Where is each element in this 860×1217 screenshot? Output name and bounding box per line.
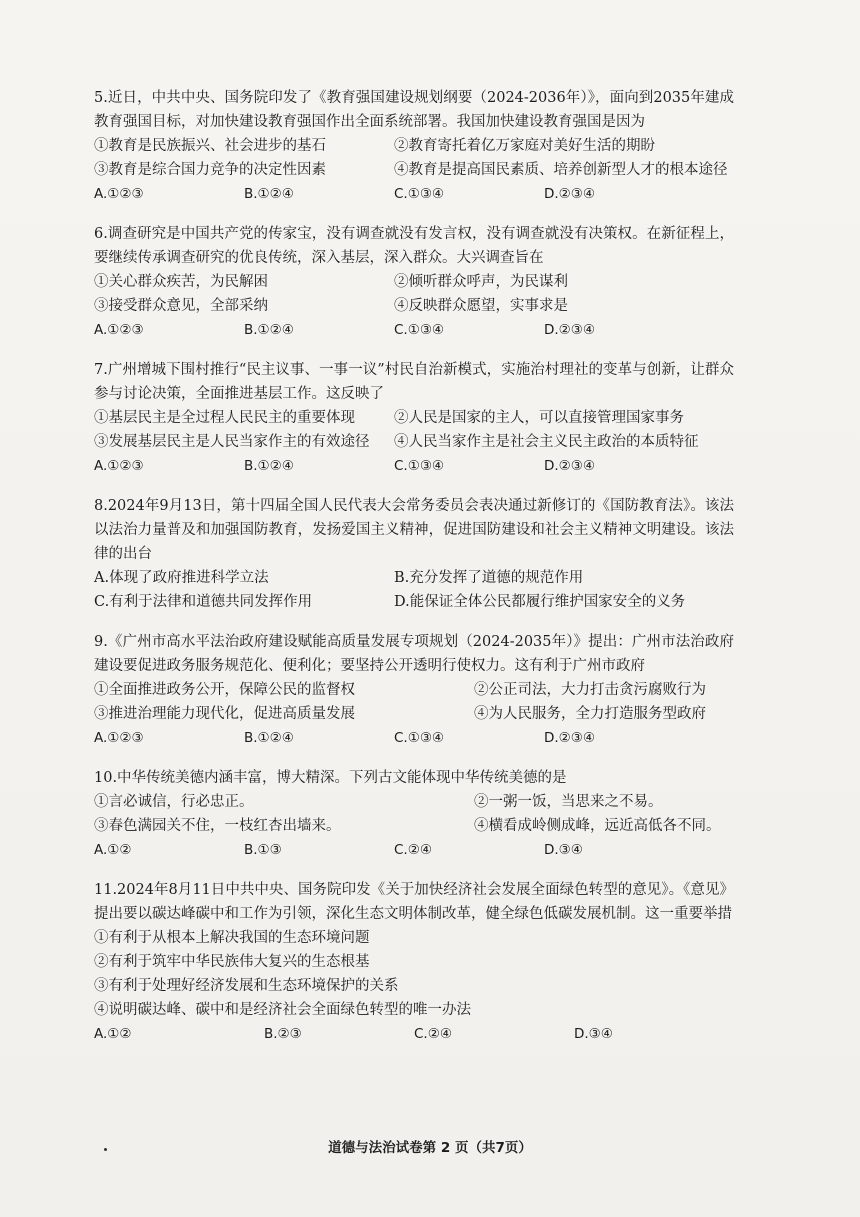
option-d: D.②③④	[544, 730, 595, 746]
option-b: B.①②④	[244, 458, 294, 474]
statement-1: ①基层民主是全过程人民民主的重要体现	[94, 410, 355, 426]
option-c: C.①③④	[394, 730, 445, 746]
option-a: A.①②	[94, 1026, 132, 1042]
option-c: C.①③④	[394, 458, 445, 474]
option-c: C.②④	[414, 1026, 452, 1042]
statement-4: ④教育是提高国民素质、培养创新型人才的根本途径	[394, 162, 728, 178]
question-6	[94, 222, 734, 342]
question-9	[94, 630, 734, 750]
option-d: D.②③④	[544, 322, 595, 338]
option-d: D.能保证全体公民都履行维护国家安全的义务	[394, 594, 686, 610]
question-stem: 8.2024年9月13日，第十四届全国人民代表大会常务委员会表决通过新修订的《国防教育法》。该法以法治力量普及和加强国防教育，发扬爱国主义精神，促进国防建设和社会主义精神文明建设。该法律的出台	[94, 498, 734, 562]
option-a: A.①②③	[94, 322, 144, 338]
statement-1: ①关心群众疾苦，为民解困	[94, 274, 268, 290]
question-stem: 6.调查研究是中国共产党的传家宝，没有调查就没有发言权，没有调查就没有决策权。在新征程上，要继续传承调查研究的优良传统，深入基层，深入群众。大兴调查旨在	[94, 226, 734, 266]
statement-3: ③有利于处理好经济发展和生态环境保护的关系	[94, 978, 399, 994]
option-b: B.充分发挥了道德的规范作用	[394, 570, 584, 586]
option-a: A.①②③	[94, 186, 144, 202]
questions-area	[94, 86, 734, 1062]
question-5	[94, 86, 734, 206]
option-a: A.体现了政府推进科学立法	[94, 570, 269, 586]
statement-3: ③接受群众意见，全部采纳	[94, 298, 268, 314]
option-b: B.①②④	[244, 730, 294, 746]
statement-2: ②有利于筑牢中华民族伟大复兴的生态根基	[94, 954, 370, 970]
statement-4: ④人民当家作主是社会主义民主政治的本质特征	[394, 434, 699, 450]
statement-2: ②一粥一饭，当思来之不易。	[474, 794, 663, 810]
statement-2: ②教育寄托着亿万家庭对美好生活的期盼	[394, 138, 655, 154]
question-stem: 7.广州增城下围村推行“民主议事、一事一议”村民自治新模式，实施治村理社的变革与创新，让群众参与讨论决策，全面推进基层工作。这反映了	[94, 362, 734, 402]
statement-4: ④反映群众愿望，实事求是	[394, 298, 568, 314]
option-a: A.①②③	[94, 458, 144, 474]
option-d: D.③④	[574, 1026, 613, 1042]
question-7	[94, 358, 734, 478]
statement-2: ②倾听群众呼声，为民谋利	[394, 274, 568, 290]
statement-3: ③推进治理能力现代化，促进高质量发展	[94, 706, 355, 722]
statement-3: ③春色满园关不住，一枝红杏出墙来。	[94, 818, 341, 834]
statement-1: ①言必诚信，行必忠正。	[94, 794, 254, 810]
option-b: B.①②④	[244, 186, 294, 202]
option-a: A.①②③	[94, 730, 144, 746]
question-stem: 10.中华传统美德内涵丰富，博大精深。下列古文能体现中华传统美德的是	[94, 770, 567, 786]
statement-3: ③发展基层民主是人民当家作主的有效途径	[94, 434, 370, 450]
option-c: C.有利于法律和道德共同发挥作用	[94, 594, 313, 610]
question-stem: 9.《广州市高水平法治政府建设赋能高质量发展专项规划（2024-2035年）》提出：广州市法治政府建设要促进政务服务规范化、便利化；要坚持公开透明行使权力。这有利于广州市政府	[94, 634, 734, 674]
statement-1: ①教育是民族振兴、社会进步的基石	[94, 138, 326, 154]
question-10	[94, 766, 734, 862]
statement-2: ②人民是国家的主人，可以直接管理国家事务	[394, 410, 684, 426]
option-a: A.①②	[94, 842, 132, 858]
option-b: B.②③	[264, 1026, 302, 1042]
statement-1: ①有利于从根本上解决我国的生态环境问题	[94, 930, 370, 946]
option-c: C.①③④	[394, 322, 445, 338]
question-11	[94, 878, 734, 1046]
statement-1: ①全面推进政务公开，保障公民的监督权	[94, 682, 355, 698]
statement-4: ④为人民服务，全力打造服务型政府	[474, 706, 706, 722]
question-8	[94, 494, 734, 614]
statement-3: ③教育是综合国力竞争的决定性因素	[94, 162, 326, 178]
statement-2: ②公正司法，大力打击贪污腐败行为	[474, 682, 706, 698]
statement-4: ④说明碳达峰、碳中和是经济社会全面绿色转型的唯一办法	[94, 1002, 471, 1018]
question-stem: 11.2024年8月11日中共中央、国务院印发《关于加快经济社会发展全面绿色转型的意见》。《意见》提出要以碳达峰碳中和工作为引领，深化生态文明体制改革，健全绿色低碳发展机制。这一重要举措	[94, 882, 734, 922]
question-stem: 5.近日，中共中央、国务院印发了《教育强国建设规划纲要（2024-2036年）》，面向到2035年建成教育强国目标，对加快建设教育强国作出全面系统部署。我国加快建设教育强国是因为	[94, 90, 734, 130]
option-c: C.①③④	[394, 186, 445, 202]
option-d: D.②③④	[544, 186, 595, 202]
option-d: D.②③④	[544, 458, 595, 474]
option-b: B.①②④	[244, 322, 294, 338]
option-d: D.③④	[544, 842, 583, 858]
statement-4: ④横看成岭侧成峰，远近高低各不同。	[474, 818, 721, 834]
page-footer: 道德与法治试卷第 2 页（共7页）	[328, 1140, 532, 1156]
option-c: C.②④	[394, 842, 432, 858]
option-b: B.①③	[244, 842, 282, 858]
